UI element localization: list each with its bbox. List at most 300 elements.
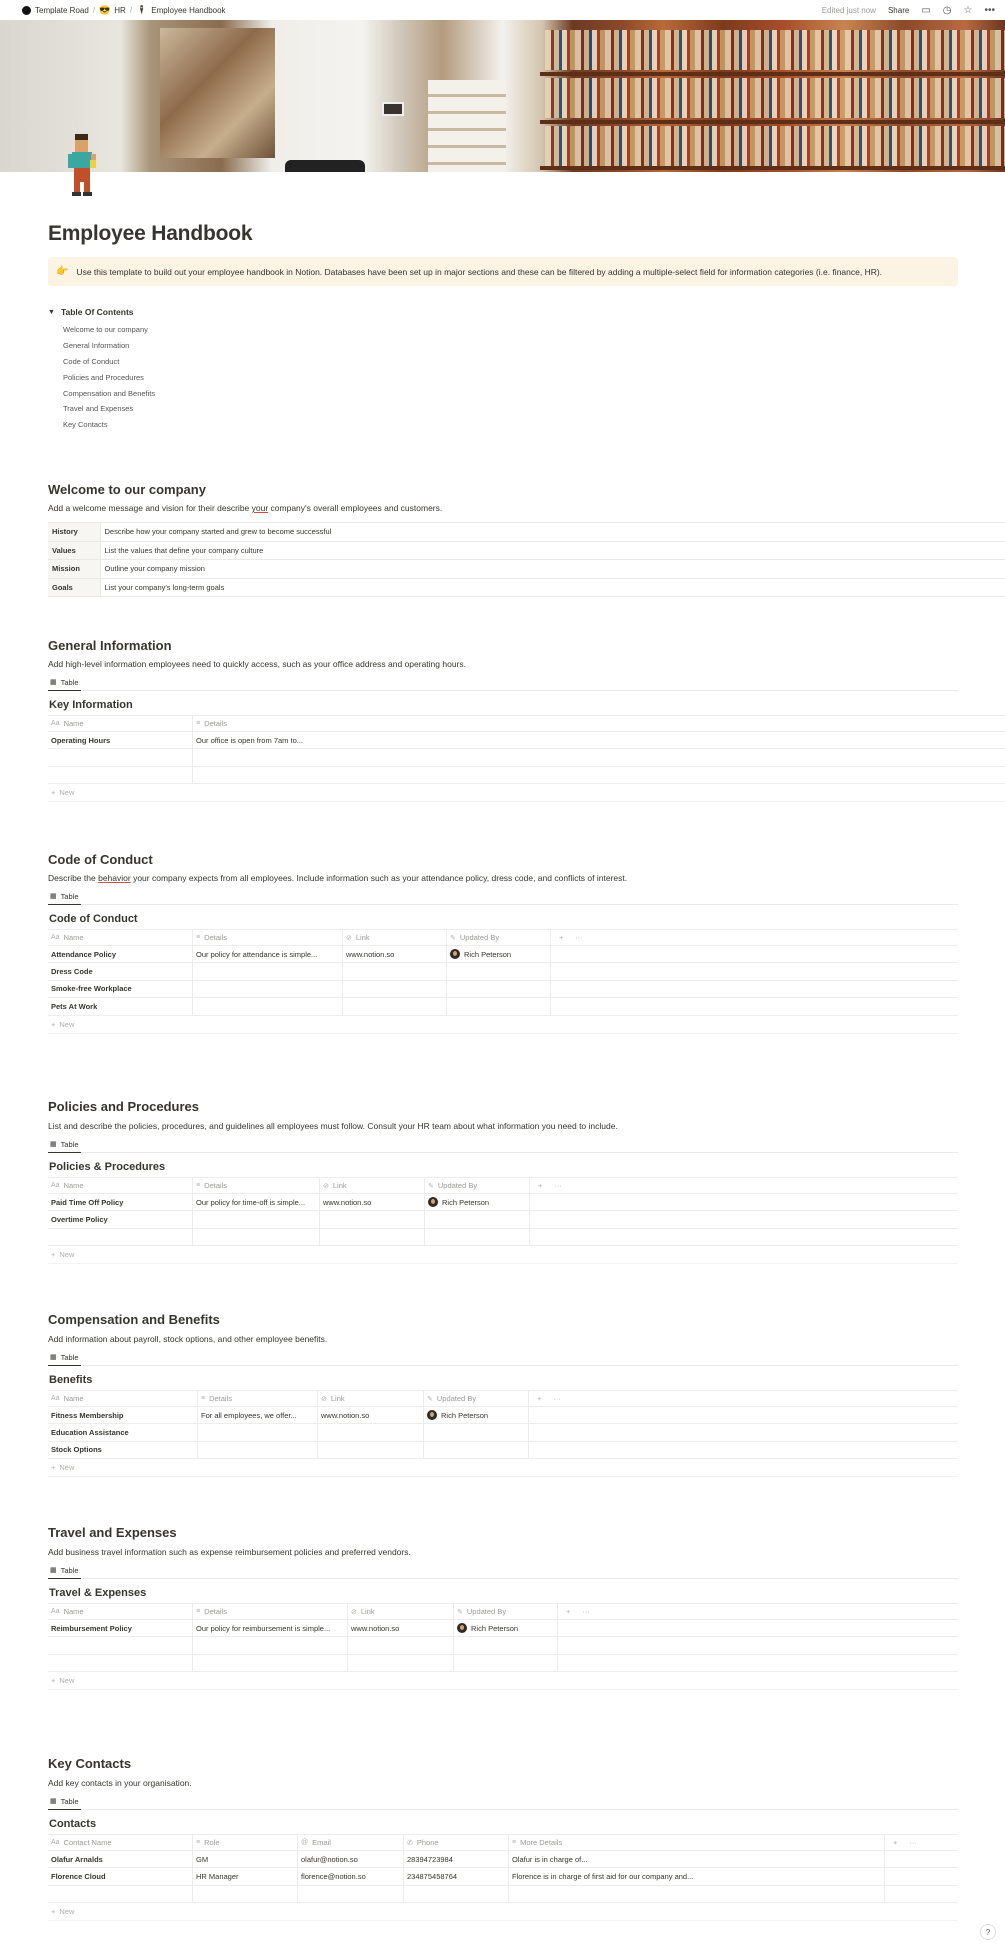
triangle-down-icon: ▼ [48, 308, 55, 316]
column-header-label: Updated By [459, 933, 500, 942]
tab-label: Table [60, 1352, 79, 1362]
column-header-label: Name [63, 1394, 84, 1403]
policies-heading[interactable]: Policies and Procedures [48, 1099, 200, 1114]
toc-item[interactable]: Code of Conduct [63, 356, 120, 366]
table-cell-contact-name[interactable]: Olafur Arnalds [48, 1851, 193, 1867]
more-icon[interactable]: ··· [909, 1838, 917, 1847]
table-cell-updated-by[interactable] [424, 1407, 529, 1423]
table-icon: ▦ [50, 1141, 57, 1148]
column-actions [551, 933, 583, 942]
table-cell-details[interactable] [193, 749, 1005, 765]
table-value-cell[interactable]: List your company's long-term goals [100, 578, 1005, 597]
person-name: Rich Peterson [441, 1410, 489, 1420]
cover-books [545, 30, 1005, 70]
new-row-button[interactable] [48, 1246, 958, 1264]
column-header-link[interactable] [348, 1604, 454, 1619]
table-value-cell[interactable]: List the values that define your company culture [100, 541, 1005, 560]
travel-description[interactable]: Add business travel information such as expense reimbursement policies and preferred vendors. [48, 1547, 411, 1557]
database-title[interactable]: Key Information [49, 699, 133, 711]
table-cell-updated-by[interactable] [454, 1637, 558, 1653]
tab-label: Table [60, 1796, 79, 1806]
new-row-button[interactable] [48, 1672, 958, 1690]
tab-table[interactable] [48, 675, 81, 691]
key-information-table [48, 715, 1005, 802]
more-icon[interactable]: ··· [553, 1394, 561, 1403]
general-heading[interactable]: General Information [48, 638, 172, 653]
lines-property-icon: ≡ [201, 1395, 206, 1402]
table-cell-updated-by[interactable] [447, 946, 551, 962]
table-cell-details[interactable] [193, 981, 343, 997]
more-icon[interactable]: ··· [582, 1607, 590, 1616]
contacts-heading[interactable]: Key Contacts [48, 1756, 132, 1771]
table-cell-name[interactable]: Fitness Membership [48, 1407, 198, 1423]
policies-table [48, 1177, 958, 1264]
cover-shelf [540, 120, 1005, 124]
contacts-description[interactable]: Add key contacts in your organisation. [48, 1778, 192, 1788]
column-header-role[interactable] [193, 1835, 298, 1850]
conduct-view-tabs [48, 889, 958, 905]
table-cell-link[interactable]: www.notion.so [318, 1407, 424, 1423]
column-header-link[interactable] [320, 1178, 425, 1193]
clock-icon[interactable]: ◷ [942, 4, 952, 16]
toc-heading: Table Of Contents [60, 307, 134, 317]
table-row[interactable] [48, 1886, 958, 1903]
table-row[interactable] [48, 1851, 958, 1868]
column-header-label: Link [360, 1607, 375, 1616]
toc-item[interactable]: Welcome to our company [63, 325, 148, 335]
help-button[interactable]: ? [980, 1924, 996, 1940]
table-row[interactable] [48, 1868, 958, 1885]
add-column-icon[interactable]: + [559, 933, 564, 942]
new-row-label: New [59, 1250, 75, 1260]
table-cell-details[interactable] [193, 1637, 348, 1653]
table-cell-phone[interactable]: 28394723984 [404, 1851, 509, 1867]
table-cell-details[interactable] [193, 963, 343, 979]
column-header-name[interactable] [48, 716, 193, 731]
welcome-table [48, 522, 1005, 597]
benefits-table [48, 1390, 958, 1477]
column-header-label: Updated By [437, 1181, 478, 1190]
column-header-label: Name [63, 1607, 84, 1616]
table-row[interactable] [48, 1229, 958, 1246]
table-cell-more-details[interactable]: Florence is in charge of first aid for our company and... [509, 1868, 885, 1884]
table-cell-email[interactable]: florence@notion.so [298, 1868, 404, 1884]
travel-expenses-table [48, 1603, 958, 1690]
phone-property-icon: ✆ [407, 1839, 413, 1847]
table-cell-name[interactable] [48, 767, 193, 783]
table-cell-details[interactable]: Our policy for attendance is simple... [193, 946, 343, 962]
person-property-icon: ✎ [427, 1395, 433, 1403]
add-column-icon[interactable]: + [566, 1607, 571, 1616]
column-header-email[interactable] [298, 1835, 404, 1850]
table-row[interactable] [48, 981, 958, 998]
contacts-table [48, 1834, 958, 1921]
table-row [48, 523, 1005, 542]
table-cell-details[interactable]: For all employees, we offer... [198, 1407, 318, 1423]
table-cell-link[interactable] [343, 981, 447, 997]
table-row[interactable] [48, 1194, 958, 1211]
plus-icon: + [51, 1250, 56, 1260]
table-key-cell[interactable]: Values [48, 541, 100, 560]
toc-item[interactable]: Policies and Procedures [63, 372, 144, 382]
share-button[interactable]: Share [887, 5, 910, 15]
column-header-details[interactable] [193, 1178, 320, 1193]
compensation-description[interactable]: Add information about payroll, stock options, and other employee benefits. [48, 1334, 328, 1344]
page-title[interactable]: Employee Handbook [48, 222, 253, 245]
plus-icon: + [51, 1676, 56, 1686]
column-header-updated-by[interactable] [447, 930, 551, 945]
table-row[interactable] [48, 767, 1005, 784]
table-cell-details[interactable] [193, 1655, 348, 1671]
column-header-label: Phone [416, 1838, 439, 1847]
welcome-heading[interactable]: Welcome to our company [48, 482, 206, 497]
callout[interactable] [48, 257, 958, 286]
tab-table[interactable] [48, 1794, 81, 1810]
table-header-row [48, 929, 958, 946]
table-cell-link[interactable] [318, 1442, 424, 1458]
breadcrumb-label: Employee Handbook [151, 5, 226, 15]
text-property-icon: Aa [51, 1182, 60, 1189]
new-row-button[interactable] [48, 784, 1005, 802]
tab-table[interactable] [48, 889, 81, 905]
column-header-updated-by[interactable] [425, 1178, 530, 1193]
cover-image [0, 20, 1005, 172]
column-header-details[interactable] [193, 930, 343, 945]
breadcrumb-label: HR [114, 5, 126, 15]
table-cell-details[interactable]: Our office is open from 7am to... [196, 735, 303, 745]
table-cell-details[interactable] [193, 998, 343, 1014]
add-column-icon[interactable]: + [538, 1181, 543, 1190]
table-cell-updated-by[interactable] [424, 1442, 529, 1458]
conduct-description[interactable] [48, 873, 627, 883]
table-cell-updated-by[interactable] [454, 1620, 558, 1636]
general-description[interactable]: Add high-level information employees need to quickly access, such as your office address and operating hours. [48, 659, 466, 669]
table-value-cell[interactable]: Outline your company mission [100, 560, 1005, 579]
table-cell-updated-by[interactable] [425, 1229, 530, 1245]
tab-label: Table [60, 1139, 79, 1149]
star-icon[interactable]: ☆ [963, 4, 973, 16]
template-road-logo-icon [22, 6, 31, 15]
table-cell-role[interactable]: GM [193, 1851, 298, 1867]
column-header-label: Name [63, 1181, 84, 1190]
table-cell-name[interactable]: Reimbursement Policy [48, 1620, 193, 1636]
column-header-label: Details [204, 1607, 228, 1616]
tab-label: Table [60, 677, 79, 687]
table-header-row [48, 1177, 958, 1194]
table-icon: ▦ [50, 893, 57, 900]
toc-item[interactable]: Compensation and Benefits [63, 388, 156, 398]
toc-item[interactable]: General Information [63, 341, 130, 351]
person-property-icon: ✎ [428, 1182, 434, 1190]
general-view-tabs [48, 675, 958, 691]
person-name: Rich Peterson [442, 1197, 490, 1207]
table-cell-link[interactable]: www.notion.so [320, 1194, 425, 1210]
table-cell-updated-by[interactable] [454, 1655, 558, 1671]
table-row[interactable] [48, 1211, 958, 1228]
column-header-link[interactable] [318, 1391, 424, 1406]
table-row[interactable] [48, 1442, 958, 1459]
column-header-name[interactable] [48, 1391, 198, 1406]
lines-property-icon: ≡ [512, 1839, 517, 1846]
table-cell-role[interactable] [193, 1886, 298, 1902]
table-cell-phone[interactable]: 234875458764 [404, 1868, 509, 1884]
table-cell-link[interactable] [343, 963, 447, 979]
plus-icon: + [51, 1907, 56, 1917]
table-cell-updated-by[interactable] [425, 1211, 530, 1227]
table-row[interactable] [48, 732, 1005, 749]
table-cell-updated-by[interactable] [447, 998, 551, 1014]
tab-label: Table [60, 1565, 79, 1575]
database-title[interactable]: Contacts [49, 1818, 97, 1830]
travel-view-tabs [48, 1563, 958, 1579]
text-property-icon: Aa [51, 934, 60, 941]
add-column-icon[interactable]: + [537, 1394, 542, 1403]
lines-property-icon: ≡ [196, 1608, 201, 1615]
lines-property-icon: ≡ [196, 1839, 201, 1846]
table-cell-details[interactable] [198, 1424, 318, 1440]
callout-text: Use this template to build out your employee handbook in Notion. Databases have been set up in major sections and these can be filtered by adding a multiple-select field for information categories (i.e. finance, HR). [76, 266, 883, 277]
toc-toggle[interactable] [48, 305, 155, 319]
tab-label: Table [60, 891, 79, 901]
table-cell-name[interactable]: Education Assistance [48, 1424, 198, 1440]
column-header-label: Details [204, 1181, 228, 1190]
column-header-label: Details [204, 933, 228, 942]
column-header-label: Email [312, 1838, 331, 1847]
table-cell-name[interactable] [48, 1655, 193, 1671]
column-header-name[interactable] [48, 1178, 193, 1193]
column-header-contact-name[interactable] [48, 1835, 193, 1850]
table-cell-more-details[interactable]: Olafur is in charge of... [509, 1851, 885, 1867]
table-cell-updated-by[interactable] [447, 981, 551, 997]
table-icon: ▦ [50, 1567, 57, 1574]
table-cell-role[interactable]: HR Manager [193, 1868, 298, 1884]
table-cell-name[interactable]: Pets At Work [48, 998, 193, 1014]
sunglasses-emoji-icon: 😎 [99, 4, 111, 15]
tab-table[interactable] [48, 1563, 81, 1579]
welcome-description[interactable] [48, 503, 442, 513]
welcome-desc-underlined: your [251, 503, 269, 513]
more-icon[interactable]: ••• [984, 4, 995, 16]
table-row[interactable] [48, 1620, 958, 1637]
column-actions [530, 1181, 562, 1190]
table-cell-details[interactable] [193, 767, 1005, 783]
table-cell-name[interactable]: Operating Hours [48, 732, 193, 748]
table-cell-updated-by[interactable] [425, 1194, 530, 1210]
text-property-icon: Aa [51, 1608, 60, 1615]
table-cell-contact-name[interactable]: Florence Cloud [48, 1868, 193, 1884]
table-cell-updated-by[interactable] [447, 963, 551, 979]
breadcrumb-employee-handbook[interactable] [136, 5, 226, 16]
conduct-desc-post: your company expects from all employees. Include information such as your attendance policy, dress code, and conflicts of interest. [130, 873, 628, 883]
cover-books [545, 78, 1005, 118]
table-cell-name[interactable]: Smoke-free Workplace [48, 981, 193, 997]
column-header-label: Updated By [436, 1394, 477, 1403]
table-row[interactable] [48, 963, 958, 980]
table-value-cell[interactable]: Describe how your company started and grew to become successful [100, 523, 1005, 542]
table-cell-link[interactable] [348, 1637, 454, 1653]
welcome-desc-post: company's overall employees and customers. [268, 503, 443, 513]
table-cell-link[interactable]: www.notion.so [343, 946, 447, 962]
breadcrumb-hr[interactable] [99, 5, 126, 16]
column-actions [885, 1838, 917, 1847]
table-cell-name[interactable]: Dress Code [48, 963, 193, 979]
breadcrumb-separator: / [92, 5, 96, 15]
new-row-label: New [59, 1676, 75, 1686]
column-header-label: Name [63, 933, 84, 942]
table-cell-link[interactable] [348, 1655, 454, 1671]
breadcrumb-separator: / [129, 5, 133, 15]
compensation-heading[interactable]: Compensation and Benefits [48, 1312, 220, 1327]
table-header-row [48, 715, 1005, 732]
more-icon[interactable]: ··· [554, 1181, 562, 1190]
plus-icon: + [51, 1463, 56, 1473]
text-property-icon: Aa [51, 1395, 60, 1402]
travel-heading[interactable]: Travel and Expenses [48, 1525, 177, 1540]
column-header-updated-by[interactable] [424, 1391, 529, 1406]
new-row-button[interactable] [48, 1459, 958, 1477]
person-page-icon[interactable] [66, 132, 98, 196]
table-key-cell[interactable]: Mission [48, 560, 100, 579]
table-cell-link[interactable] [318, 1424, 424, 1440]
table-cell-name[interactable]: Overtime Policy [48, 1211, 193, 1227]
breadcrumb [22, 5, 822, 16]
table-of-contents [48, 305, 155, 433]
code-of-conduct-table [48, 929, 958, 1034]
table-cell-email[interactable]: olafur@notion.so [298, 1851, 404, 1867]
table-cell-link[interactable]: www.notion.so [348, 1620, 454, 1636]
breadcrumb-template-road[interactable] [22, 6, 89, 15]
table-row[interactable] [48, 749, 1005, 766]
table-cell-contact-name[interactable] [48, 1886, 193, 1902]
table-cell-name[interactable] [48, 1229, 193, 1245]
new-row-label: New [59, 1907, 75, 1917]
avatar [428, 1197, 438, 1207]
lines-property-icon: ≡ [196, 1182, 201, 1189]
comment-icon[interactable]: ▭ [921, 4, 931, 16]
link-property-icon: ⊘ [323, 1182, 329, 1190]
column-header-name[interactable] [48, 930, 193, 945]
table-cell-link[interactable] [320, 1229, 425, 1245]
cover-frame [382, 102, 404, 116]
person-property-icon: ✎ [457, 1608, 463, 1616]
column-header-label: Link [355, 933, 370, 942]
table-row[interactable] [48, 1655, 958, 1672]
toc-item[interactable]: Travel and Expenses [63, 404, 134, 414]
column-header-details[interactable] [193, 1604, 348, 1619]
table-icon: ▦ [50, 1354, 57, 1361]
person-name: Rich Peterson [471, 1623, 519, 1633]
table-header-row [48, 1834, 958, 1851]
table-cell-updated-by[interactable] [424, 1424, 529, 1440]
table-cell-name[interactable]: Paid Time Off Policy [48, 1194, 193, 1210]
column-header-label: Details [204, 719, 228, 728]
table-cell-details[interactable] [193, 1229, 320, 1245]
policies-description[interactable]: List and describe the policies, procedures, and guidelines all employees must follow. Consult your HR team about what information you need to include. [48, 1121, 618, 1131]
edited-status: Edited just now [821, 5, 876, 15]
table-key-cell[interactable]: Goals [48, 578, 100, 597]
avatar [450, 949, 460, 959]
toc-item[interactable]: Key Contacts [63, 420, 108, 430]
column-header-label: Name [63, 719, 84, 728]
table-row[interactable] [48, 1637, 958, 1654]
table-cell-details[interactable] [198, 1442, 318, 1458]
person-standing-emoji-icon: 🕴 [136, 4, 148, 15]
column-header-details[interactable] [198, 1391, 318, 1406]
table-row[interactable] [48, 1424, 958, 1441]
new-row-label: New [59, 1019, 75, 1029]
column-header-name[interactable] [48, 1604, 193, 1619]
cover-shelf-unit [428, 80, 506, 172]
breadcrumb-label: Template Road [35, 5, 89, 15]
tab-table[interactable] [48, 1137, 81, 1153]
link-property-icon: ⊘ [351, 1608, 357, 1616]
table-cell-link[interactable] [320, 1211, 425, 1227]
add-column-icon[interactable]: + [893, 1838, 898, 1847]
cover-shelf [540, 166, 1005, 170]
new-row-button[interactable] [48, 1016, 958, 1034]
table-row [48, 541, 1005, 560]
column-header-label: Details [209, 1394, 233, 1403]
database-title[interactable]: Benefits [49, 1374, 93, 1386]
table-cell-name[interactable] [48, 749, 193, 765]
column-header-more-details[interactable] [509, 1835, 885, 1850]
column-actions [529, 1394, 561, 1403]
link-property-icon: ⊘ [321, 1395, 327, 1403]
column-header-label: Link [332, 1181, 347, 1190]
contacts-view-tabs [48, 1794, 958, 1810]
table-cell-details[interactable]: Our policy for reimbursement is simple... [193, 1620, 348, 1636]
table-cell-details[interactable]: Our policy for time-off is simple... [193, 1194, 320, 1210]
table-icon: ▦ [50, 679, 57, 686]
new-row-button[interactable] [48, 1903, 958, 1921]
cover-books [545, 126, 1005, 166]
lines-property-icon: ≡ [196, 720, 201, 727]
table-cell-name[interactable] [48, 1637, 193, 1653]
database-title[interactable]: Travel & Expenses [49, 1587, 147, 1599]
table-cell-details[interactable] [193, 1211, 320, 1227]
column-header-link[interactable] [343, 930, 447, 945]
table-row [48, 578, 1005, 597]
column-header-updated-by[interactable] [454, 1604, 558, 1619]
at-property-icon: @ [301, 1839, 309, 1846]
cover-painting [160, 28, 275, 158]
cover-shelf [540, 72, 1005, 76]
conduct-heading[interactable]: Code of Conduct [48, 852, 153, 867]
table-row[interactable] [48, 998, 958, 1015]
column-header-phone[interactable] [404, 1835, 509, 1850]
more-icon[interactable]: ··· [575, 933, 583, 942]
avatar [457, 1623, 467, 1633]
column-actions [558, 1607, 590, 1616]
table-cell-name[interactable]: Stock Options [48, 1442, 198, 1458]
table-cell-link[interactable] [343, 998, 447, 1014]
column-header-label: Contact Name [63, 1838, 112, 1847]
plus-icon: + [51, 1019, 56, 1029]
table-cell-email[interactable] [298, 1886, 404, 1902]
table-key-cell[interactable]: History [48, 523, 100, 542]
database-title[interactable]: Policies & Procedures [49, 1161, 166, 1173]
database-title[interactable]: Code of Conduct [49, 913, 138, 925]
table-cell-more-details[interactable] [509, 1886, 885, 1902]
cover-chair [285, 160, 365, 172]
tab-table[interactable] [48, 1350, 81, 1366]
person-name: Rich Peterson [464, 949, 512, 959]
table-cell-phone[interactable] [404, 1886, 509, 1902]
column-header-details[interactable] [193, 716, 1005, 731]
table-row[interactable] [48, 946, 958, 963]
table-cell-name[interactable]: Attendance Policy [48, 946, 193, 962]
table-row[interactable] [48, 1407, 958, 1424]
